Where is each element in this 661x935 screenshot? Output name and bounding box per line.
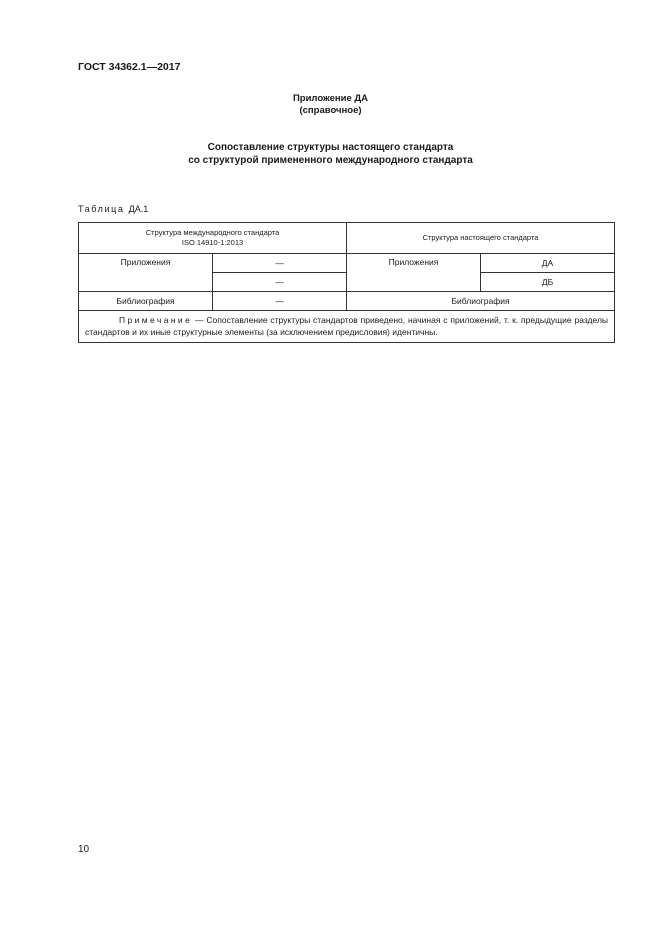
section-title-line1: Сопоставление структуры настоящего стандарта bbox=[207, 142, 454, 153]
cell-intl-appendix-2: — bbox=[213, 273, 347, 292]
appendix-title: Приложение ДА bbox=[292, 93, 369, 104]
note-text: — Сопоставление структуры стандартов приведено, начиная с приложений, т. к. предыдущие разделы стандартов и их иные структурные элементы (за исключением предисловия) идентичны. bbox=[85, 315, 609, 337]
table-caption-number: ДА.1 bbox=[128, 204, 149, 214]
cell-current-appendix-da: ДА bbox=[481, 254, 615, 273]
cell-intl-appendix-1: — bbox=[213, 254, 347, 273]
header-left-line2: ISO 14910-1:2013 bbox=[181, 238, 244, 247]
cell-intl-bibliography-val: — bbox=[213, 292, 347, 311]
section-title-line2: со структурой примененного международного стандарта bbox=[188, 155, 473, 166]
table-caption-word: Таблица bbox=[78, 204, 125, 214]
appendix-heading bbox=[0, 93, 661, 117]
table-row bbox=[79, 292, 615, 311]
table-caption bbox=[78, 204, 148, 214]
table-note-row bbox=[79, 311, 615, 343]
appendix-subtitle: (справочное) bbox=[299, 105, 362, 116]
cell-current-bibliography: Библиография bbox=[347, 292, 615, 311]
table-header-row bbox=[79, 223, 615, 254]
header-left-line1: Структура международного стандарта bbox=[145, 228, 280, 237]
header-current-structure: Структура настоящего стандарта bbox=[347, 223, 615, 254]
cell-current-appendix-db: ДБ bbox=[481, 273, 615, 292]
cell-intl-bibliography: Библиография bbox=[79, 292, 213, 311]
note-label: Примечание bbox=[119, 315, 193, 325]
header-international-structure bbox=[79, 223, 347, 254]
table-row bbox=[79, 254, 615, 273]
cell-intl-appendices: Приложения bbox=[79, 254, 213, 292]
section-title bbox=[0, 141, 661, 167]
page-number: 10 bbox=[78, 844, 90, 855]
comparison-table bbox=[78, 222, 615, 343]
table-note bbox=[79, 311, 615, 343]
document-code: ГОСТ 34362.1—2017 bbox=[78, 61, 181, 73]
cell-current-appendices: Приложения bbox=[347, 254, 481, 292]
